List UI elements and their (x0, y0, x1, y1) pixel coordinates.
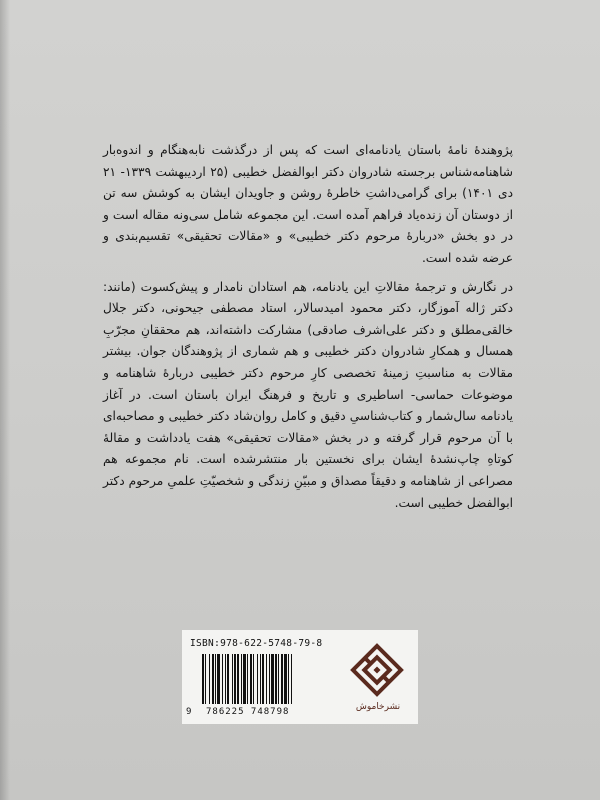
barcode-digits: 786225 748798 (206, 707, 290, 717)
publisher-name: نشرخاموش (355, 702, 401, 712)
isbn-label: ISBN:978-622-5748-79-8 (190, 638, 323, 649)
spine-shadow (0, 0, 10, 800)
blurb-text (103, 140, 513, 514)
blurb-paragraph-2: در نگارش و ترجمهٔ مقالاتِ این یادنامه، هم استادان نامدار و پیش‌کسوت (مانند: دکتر ژاله آموزگار، دکتر محمود امیدسالار، استاد مصطفی جیحونی، دکتر جلال خالقی‌مطلق و دکتر علی‌اشرف صادقی) مشارکت داشته‌اند، هم محققانِ مجرّبِ همسال و همکارِ شادروان دکتر خطیبی و هم شماری از پژوهندگان جوان. بیشتر مقالات به مناسبتِ زمینهٔ تخصصی کارِ مرحوم دکتر خطیبی دربارهٔ شاهنامه و موضوعات حماسی- اساطیری و تاریخ و فرهنگ ایران باستان است. در آغاز یادنامه سال‌شمار و کتاب‌شناسیِ دقیق و کامل روان‌شاد دکتر خطیبی و مصاحبه‌ای با آن مرحوم قرار گرفته و در بخش «مقالات تحقیقی» هفت یادداشت و مقالهٔ کوتاهِ چاپ‌نشدهٔ ایشان برای نخستین بار منتشرشده است. نام مجموعه هم مصراعی از شاهنامه و دقیقاً مصداق و مبیّنِ زندگی و شخصیّتِ علمیِ مرحوم دکتر ابوالفضل خطیبی است. (103, 279, 513, 510)
publisher-logo-icon (347, 640, 407, 700)
barcode-lead-digit: 9 (186, 707, 192, 717)
blurb-paragraph-1: پژوهندهٔ نامهٔ باستان یادنامه‌ای است که پس از درگذشت نابه‌هنگام و اندوه‌بار شاهنامه‌شناس برجسته شادروان دکتر ابوالفضل خطیبی (۲۵ اردیبهشت ۱۳۳۹- ۲۱ دی ۱۴۰۱) برای گرامی‌داشتِ خاطرهٔ روشن و جاویدان ایشان به کوشش سه تن از دوستان آن زنده‌یاد فراهم آمده است. این مجموعه شامل سی‌ونه مقاله است و در دو بخش «دربارهٔ مرحوم دکتر خطیبی» و «مقالات تحقیقی» تقسیم‌بندی و عرضه شده است. (103, 143, 514, 265)
barcode-image (188, 654, 338, 706)
